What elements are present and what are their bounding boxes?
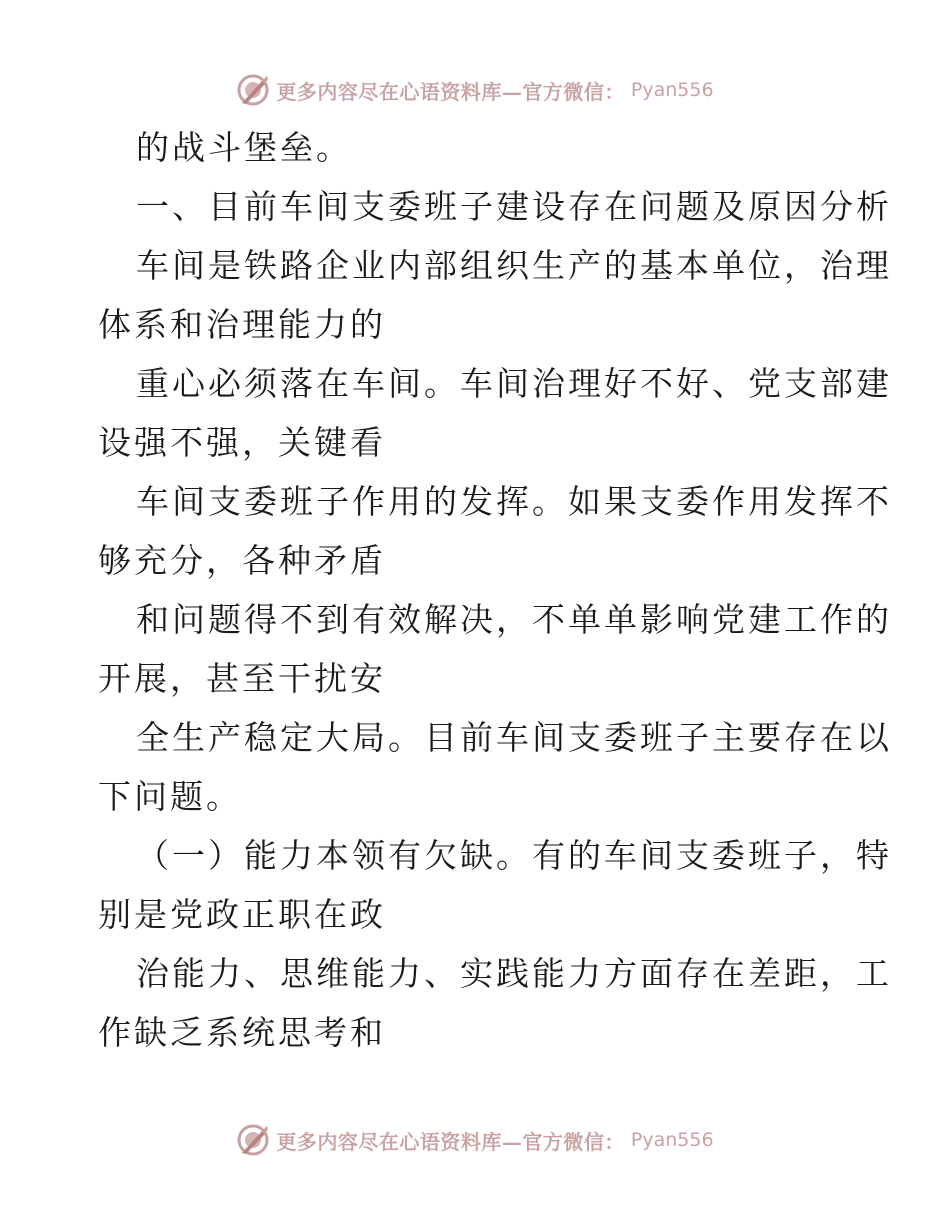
text-line: 下问题。 — [98, 777, 242, 816]
section-heading: 一、目前车间支委班子建设存在问题及原因分析 — [136, 187, 892, 226]
text-line: 设强不强，关键看 — [98, 423, 386, 462]
text-line: 别是党政正职在政 — [98, 895, 386, 934]
watermark-text: 更多内容尽在心语资料库—官方微信： — [276, 79, 625, 104]
text-line: 车间是铁路企业内部组织生产的基本单位，治理 — [136, 246, 892, 285]
quill-seal-icon — [236, 73, 270, 107]
quill-seal-icon — [236, 1123, 270, 1157]
text-line: 治能力、思维能力、实践能力方面存在差距，工 — [136, 954, 892, 993]
watermark-contact: Pyan556 — [630, 79, 714, 101]
text-line: 车间支委班子作用的发挥。如果支委作用发挥不 — [136, 482, 892, 521]
text-line: 作缺乏系统思考和 — [98, 1013, 386, 1052]
text-line: 开展，甚至干扰安 — [98, 659, 386, 698]
text-line: 重心必须落在车间。车间治理好不好、党支部建 — [136, 364, 892, 403]
text-line: 的战斗堡垒。 — [136, 128, 352, 167]
footer-watermark — [0, 1120, 950, 1160]
text-line: 够充分，各种矛盾 — [98, 541, 386, 580]
watermark-contact: Pyan556 — [630, 1129, 714, 1151]
text-line: 全生产稳定大局。目前车间支委班子主要存在以 — [136, 718, 892, 757]
subsection-heading: （一）能力本领有欠缺。有的车间支委班子，特 — [136, 836, 892, 875]
text-line: 和问题得不到有效解决，不单单影响党建工作的 — [136, 600, 892, 639]
document-body — [98, 118, 892, 1062]
header-watermark — [0, 70, 950, 110]
watermark-text: 更多内容尽在心语资料库—官方微信： — [276, 1129, 625, 1154]
text-line: 体系和治理能力的 — [98, 305, 386, 344]
